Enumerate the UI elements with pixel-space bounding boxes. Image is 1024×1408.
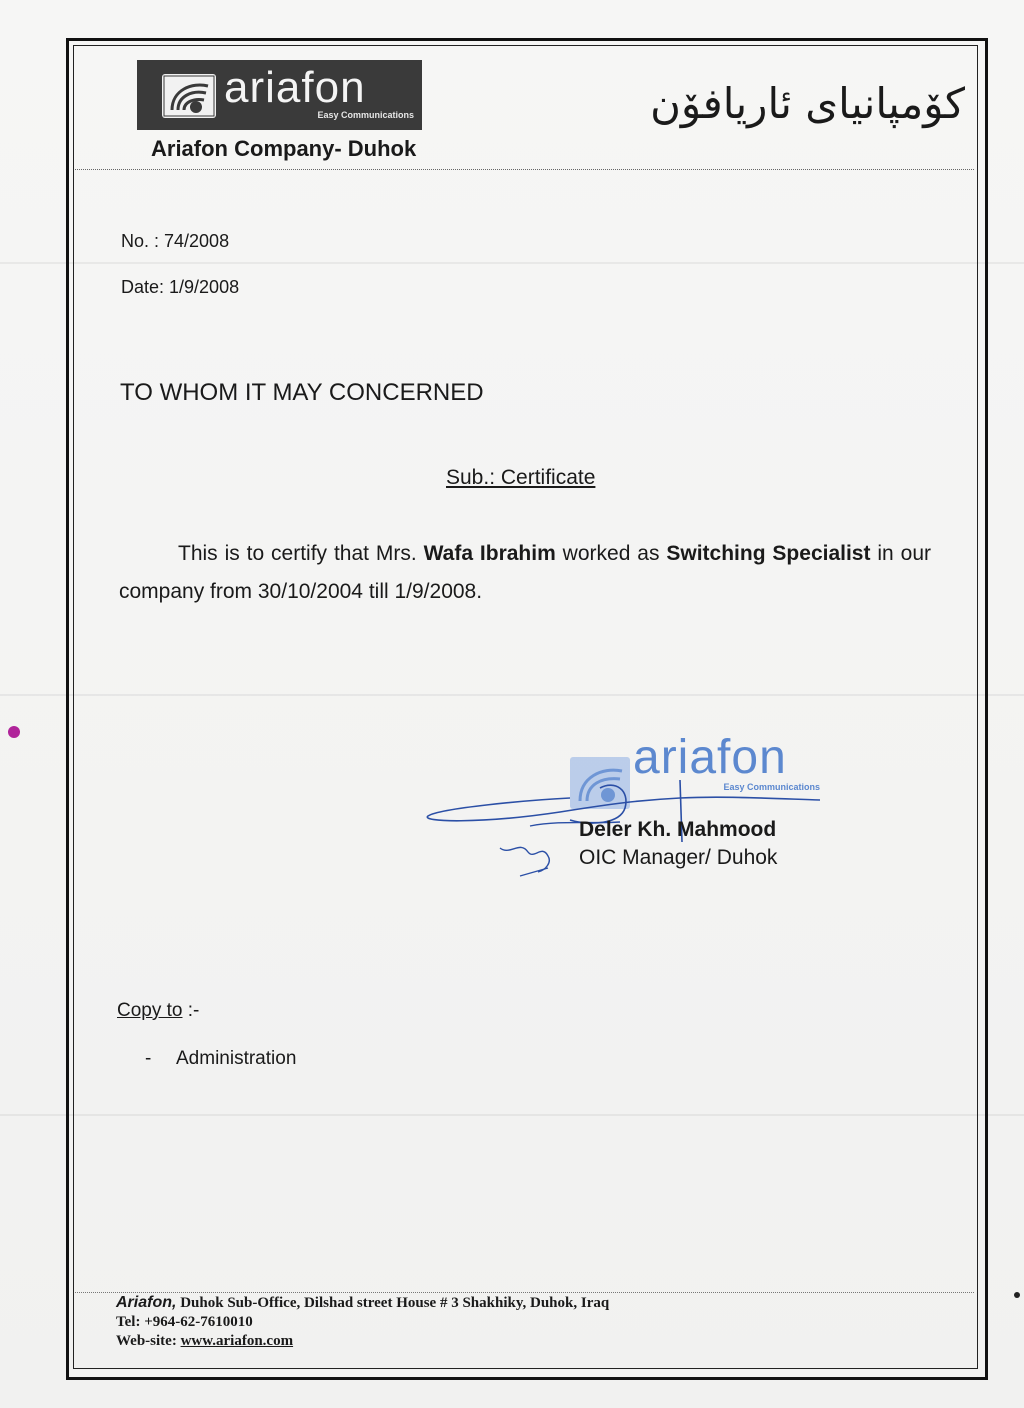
footer-website-link[interactable]: www.ariafon.com — [180, 1333, 294, 1349]
signatory-name: Deler Kh. Mahmood — [579, 818, 777, 841]
copy-to-item-text: Administration — [176, 1048, 297, 1069]
logo-wordmark: ariafon — [224, 63, 366, 112]
subject-text: Sub.: Certificate — [446, 466, 596, 489]
letter-heading: TO WHOM IT MAY CONCERNED — [120, 379, 484, 406]
body-part-2: worked as — [562, 542, 660, 565]
footer-phone: Tel: +964-62-7610010 — [116, 1314, 253, 1330]
ink-spot — [1014, 1292, 1020, 1298]
subject-line — [446, 463, 746, 493]
footer-website-label: Web-site: — [116, 1333, 177, 1349]
header-divider — [75, 169, 974, 170]
letter-footer — [116, 1293, 876, 1353]
copy-to-label — [117, 998, 317, 1024]
kurdish-company-title: کۆمپانیای ئاریافۆن — [650, 79, 965, 128]
reference-date: Date: 1/9/2008 — [121, 277, 240, 297]
body-part-1: This is to certify that Mrs. — [178, 542, 417, 565]
body-part-3: in our company from 30/10/2004 till 1/9/2008. — [119, 542, 931, 603]
stamp-tagline: Easy Communications — [723, 782, 820, 792]
copy-to-text: Copy to — [117, 1000, 183, 1021]
logo-emblem-icon — [162, 74, 216, 118]
certificate-body — [119, 535, 931, 615]
employee-name: Wafa Ibrahim — [423, 542, 556, 565]
employee-position: Switching Specialist — [666, 542, 871, 565]
company-name: Ariafon Company- Duhok — [151, 136, 417, 161]
footer-address-line — [116, 1293, 876, 1313]
signatory-title: OIC Manager/ Duhok — [579, 846, 778, 869]
copy-to-suffix: :- — [182, 1000, 200, 1021]
footer-brand: Ariafon, — [116, 1294, 177, 1311]
footer-address: Duhok Sub-Office, Dilshad street House # 3 Shakhiky, Duhok, Iraq — [180, 1295, 610, 1311]
copy-to-item: - Administration — [145, 1048, 297, 1069]
stamp-wordmark: ariafon — [633, 731, 787, 784]
logo-tagline: Easy Communications — [317, 110, 414, 120]
reference-number: No. : 74/2008 — [121, 231, 230, 251]
footer-website-line — [116, 1332, 876, 1351]
ink-spot — [8, 726, 20, 738]
